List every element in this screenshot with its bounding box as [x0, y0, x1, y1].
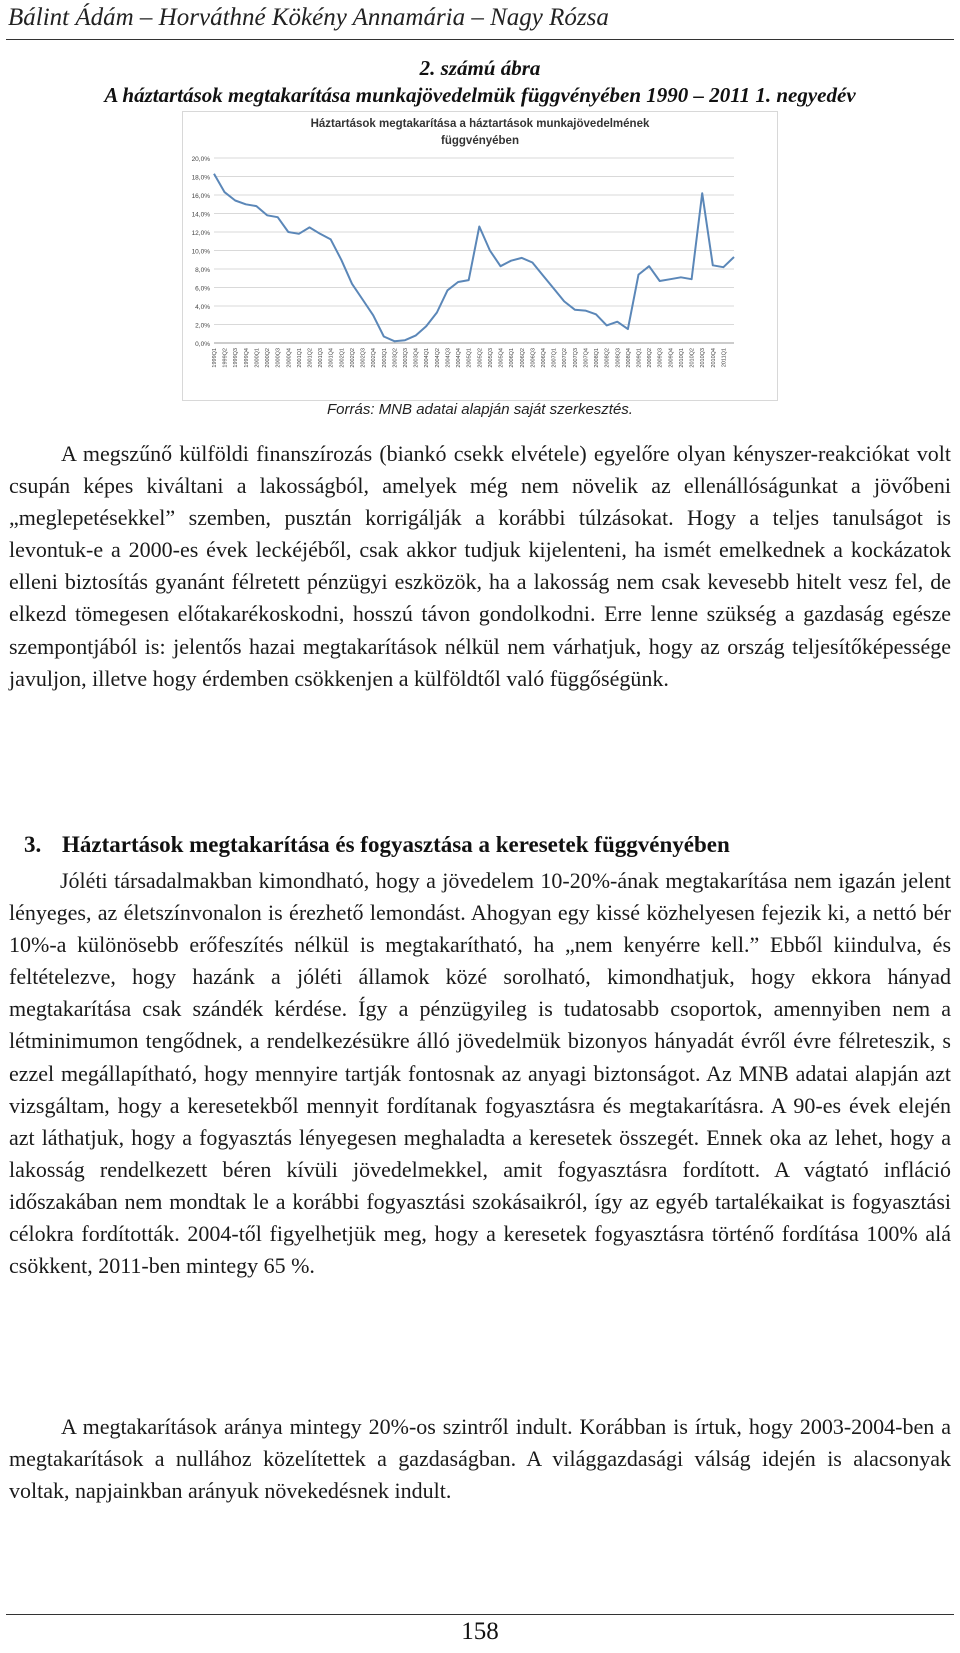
y-tick-label: 20,0%: [191, 156, 210, 163]
savings-line-chart: [182, 111, 778, 401]
x-tick-label: 2000Q2: [265, 348, 272, 368]
x-tick-label: 2004Q1: [424, 348, 431, 368]
x-tick-label: 2006Q3: [530, 348, 537, 368]
y-tick-label: 8,0%: [195, 267, 210, 274]
x-tick-label: 2004Q4: [456, 348, 463, 368]
x-tick-label: 2006Q2: [519, 348, 526, 368]
x-tick-label: 2007Q1: [551, 348, 558, 368]
x-tick-label: 1999Q3: [233, 348, 240, 368]
chart-title-line2: függvényében: [441, 135, 519, 147]
x-tick-label: 2000Q1: [254, 348, 261, 368]
section-heading: [24, 832, 730, 858]
x-tick-label: 2000Q4: [286, 348, 293, 368]
y-tick-label: 12,0%: [191, 230, 210, 237]
page-number: 158: [461, 1618, 499, 1645]
x-tick-label: 2005Q3: [487, 348, 494, 368]
x-tick-label: 2002Q2: [349, 348, 356, 368]
x-tick-label: 2009Q2: [647, 348, 654, 368]
x-tick-label: 2005Q2: [477, 348, 484, 368]
x-tick-label: 2009Q1: [636, 348, 643, 368]
y-tick-label: 10,0%: [191, 248, 210, 256]
x-tick-label: 2000Q3: [275, 348, 282, 368]
x-tick-label: 2001Q2: [307, 348, 314, 368]
x-tick-label: 2005Q4: [498, 348, 505, 368]
x-tick-label: 2004Q3: [445, 348, 452, 368]
x-tick-label: 2003Q4: [413, 348, 420, 368]
x-tick-label: 2005Q1: [466, 348, 473, 368]
chart-title-line1: Háztartások megtakarítása a háztartások munkajövedelmének: [310, 118, 650, 130]
x-tick-label: 2008Q4: [625, 348, 632, 368]
x-tick-label: 2007Q2: [562, 348, 569, 368]
paragraph-2: Jóléti társadalmakban kimondható, hogy a jövedelem 10-20%-ának megtakarítása nem igazán jelent lényeges, az életszínvonalon is érezhető lemondást. Ahogyan egy kissé közhelyesen fejezik ki, a nettó bér 10%-a különösebb erőfeszítés nélkül is megtakarítható, ha „nem kenyérre kell.” Ebből kiindulva, és feltételezve, hogy hazánk a jóléti államok közé sorolható, kimondhatjuk, hogy ekkora hányad megtakarítása csak szándék kérdése. Így a pénzügyileg is tudatosabb csoportok, amennyiben nem a létminimumon tengődnek, a rendelkezésükre álló jövedelmük bizonyos hányadát évről évre félreteszik, s ezzel megállapítható, hogy mennyire tartják fontosnak az anyagi biztonságot. Az MNB adatai alapján azt vizsgáltam, hogy a keresetekből mennyit fordítanak fogyasztásra és megtakarításra. A 90-es évek elején azt láthatjuk, hogy a fogyasztás lényegesen meghaladta a keresetek összegét. Ennek oka az lehet, hogy a lakosság rendelkezett béren kívüli jövedelmekkel, amit fogyasztásra fordított. A vágtató infláció időszakában nem mondtak le a korábbi fogyasztási szokásaikról, így az egyéb tartalékaikat is fogyasztási célokra fordították. 2004-től figyelhetjük meg, hogy a keresetek fogyasztásra történő fordítása 100% alá csökkent, 2011-ben mintegy 65 %.: [9, 868, 951, 1279]
x-tick-label: 2001Q4: [328, 348, 335, 368]
x-tick-label: 2001Q3: [318, 348, 325, 368]
running-head: Bálint Ádám – Horváthné Kökény Annamária – Nagy Rózsa: [8, 4, 609, 31]
x-tick-label: 2007Q4: [583, 348, 590, 368]
x-tick-label: 2003Q1: [381, 348, 388, 368]
y-tick-label: 6,0%: [195, 285, 210, 293]
x-tick-label: 2010Q4: [710, 348, 717, 368]
x-tick-label: 2009Q4: [668, 348, 675, 368]
x-tick-label: 2002Q1: [339, 348, 346, 368]
y-tick-label: 16,0%: [191, 193, 210, 200]
figure-title: A háztartások megtakarítása munkajövedelmük függvényében 1990 – 2011 1. negyedév: [104, 83, 856, 107]
figure-number: 2. számú ábra: [419, 56, 541, 80]
section-number: 3.: [24, 832, 42, 857]
x-tick-label: 2004Q2: [434, 348, 441, 368]
x-tick-label: 2009Q3: [657, 348, 664, 368]
x-tick-label: 1999Q1: [212, 348, 218, 368]
x-tick-label: 1999Q4: [243, 348, 250, 368]
x-tick-label: 2001Q1: [296, 348, 303, 368]
header-rule: [6, 39, 954, 40]
chart-x-ticks: [212, 348, 727, 368]
x-tick-label: 2006Q4: [540, 348, 547, 368]
y-tick-label: 4,0%: [195, 304, 210, 311]
y-tick-label: 2,0%: [195, 322, 210, 330]
paragraph-3: A megtakarítások aránya mintegy 20%-os szintről indult. Korábban is írtuk, hogy 2003-2004-ben a megtakarítások a nullához közelítettek a gazdaságban. A világgazdasági válság idején is alacsonyak voltak, napjainkban arányuk növekedésnek indult.: [9, 1414, 951, 1504]
y-tick-label: 14,0%: [191, 211, 210, 219]
paragraph-1: A megszűnő külföldi finanszírozás (biankó csekk elvétele) egyelőre olyan kényszer-reakciókat volt csupán képes kiváltani a lakosságból, amelyek még nem növelik az ellenállóságunkat a jövőbeni „meglepetésekkel” szemben, pusztán korrigálják a korábbi túlzásokat. Hogy a teljes tanulságot is levontuk-e a 2000-es évek leckéjéből, csak akkor tudjuk kijelenteni, ha ismét emelkednek a kockázatok elleni biztosítás gyanánt félretett pénzügyi eszközök, ha a lakosság nem csak kevesebb hitelt vesz fel, de elkezd tömegesen előtakarékoskodni, hosszú távon gondolkodni. Erre lenne szükség a gazdaság egésze szempontjából is: jelentős hazai megtakarítások nélkül nem várhatjuk, hogy az ország teljesítőképessége javuljon, illetve hogy érdemben csökkenjen a külföldtől való függőségünk.: [9, 441, 951, 691]
x-tick-label: 2008Q2: [604, 348, 611, 368]
x-tick-label: 2011Q1: [721, 348, 728, 368]
x-tick-label: 2002Q4: [371, 348, 378, 368]
footer-rule: [6, 1614, 954, 1615]
x-tick-label: 2003Q2: [392, 348, 399, 368]
figure-source: Forrás: MNB adatai alapján saját szerkesztés.: [327, 401, 633, 418]
x-tick-label: 2010Q1: [678, 348, 685, 368]
y-tick-label: 18,0%: [191, 174, 210, 182]
x-tick-label: 1999Q2: [222, 348, 229, 368]
section-title: Háztartások megtakarítása és fogyasztása a keresetek függvényében: [62, 832, 730, 857]
x-tick-label: 2006Q1: [509, 348, 516, 368]
x-tick-label: 2008Q1: [594, 348, 601, 368]
x-tick-label: 2002Q3: [360, 348, 367, 368]
x-tick-label: 2007Q3: [572, 348, 579, 368]
x-tick-label: 2010Q3: [700, 348, 707, 368]
y-tick-label: 0,0%: [195, 341, 210, 348]
x-tick-label: 2003Q3: [403, 348, 410, 368]
x-tick-label: 2010Q2: [689, 348, 696, 368]
x-tick-label: 2008Q3: [615, 348, 622, 368]
